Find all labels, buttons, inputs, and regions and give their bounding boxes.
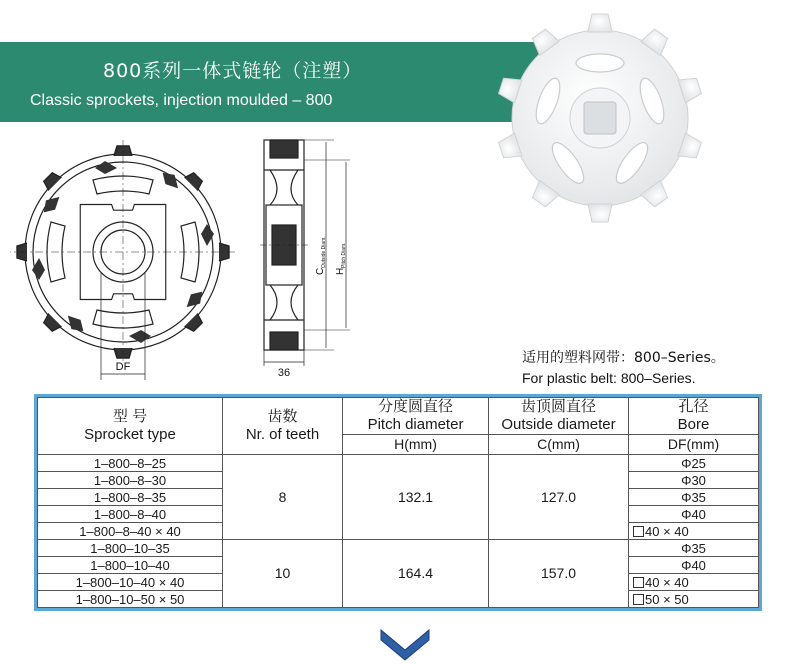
square-icon — [633, 526, 644, 537]
header-teeth — [223, 398, 343, 455]
header-pitch-en: Pitch diameter — [367, 416, 464, 433]
header-type — [38, 398, 223, 455]
belt-note-en: For plastic belt: 800–Series. — [522, 370, 696, 386]
cell-pitch: 132.1 — [343, 455, 489, 540]
header-outside-en: Outside diameter — [501, 416, 616, 433]
header-outside-cn: 齿顶圆直径 — [520, 398, 596, 415]
header-outside-unit: C(mm) — [489, 435, 629, 455]
cell-teeth: 8 — [223, 455, 343, 540]
cell-type: 1–800–8–35 — [38, 489, 223, 506]
cell-type: 1–800–8–40 — [38, 506, 223, 523]
pitch-diam-sub: Pitch Diam. — [341, 242, 347, 268]
cell-bore: Φ30 — [629, 472, 759, 489]
cell-bore: Φ25 — [629, 455, 759, 472]
header-type-cn: 型 号 — [112, 408, 148, 425]
cell-type: 1–800–8–30 — [38, 472, 223, 489]
header-pitch-cn: 分度圆直径 — [377, 398, 453, 415]
cell-bore-square — [629, 523, 759, 540]
header-bore — [629, 398, 759, 435]
df-label: DF — [115, 361, 131, 373]
cell-bore-square — [629, 574, 759, 591]
sprocket-front-view-drawing — [10, 140, 235, 380]
square-icon — [633, 577, 644, 588]
cell-type: 1–800–10–40 — [38, 557, 223, 574]
cell-bore: Φ40 — [629, 506, 759, 523]
cell-bore: Φ40 — [629, 557, 759, 574]
cell-bore: Φ35 — [629, 540, 759, 557]
sprocket-side-view-drawing — [250, 130, 360, 380]
bore-value: 40 × 40 — [645, 523, 689, 539]
cell-outside: 157.0 — [489, 540, 629, 608]
chevron-down-icon — [381, 630, 429, 660]
cell-type: 1–800–8–25 — [38, 455, 223, 472]
bore-value: 50 × 50 — [645, 591, 689, 607]
header-type-en: Sprocket type — [84, 426, 176, 443]
page-title-en: Classic sprockets, injection moulded – 800 — [30, 92, 333, 109]
page-title-cn: 800系列一体式链轮（注塑） — [103, 60, 363, 82]
header-teeth-cn: 齿数 — [267, 408, 298, 425]
sprocket-photo — [492, 10, 707, 225]
cell-outside: 127.0 — [489, 455, 629, 540]
outside-diam-label: C — [315, 267, 326, 275]
pitch-diam-label: H — [335, 267, 346, 275]
header-outside — [489, 398, 629, 435]
cell-bore-square — [629, 591, 759, 608]
spec-table — [37, 397, 759, 608]
cell-type: 1–800–10–50 × 50 — [38, 591, 223, 608]
header-teeth-en: Nr. of teeth — [245, 426, 320, 443]
cell-type: 1–800–10–35 — [38, 540, 223, 557]
cell-pitch: 164.4 — [343, 540, 489, 608]
spec-table-frame — [34, 394, 762, 611]
cell-teeth: 10 — [223, 540, 343, 608]
belt-note-cn: 适用的塑料网带：800–Series。 — [522, 350, 725, 366]
header-bore-unit: DF(mm) — [629, 435, 759, 455]
header-pitch — [343, 398, 489, 435]
width-label: 36 — [277, 367, 291, 379]
cell-bore: Φ35 — [629, 489, 759, 506]
square-icon — [633, 594, 644, 605]
cell-type: 1–800–8–40 × 40 — [38, 523, 223, 540]
header-bore-cn: 孔径 — [678, 398, 709, 415]
outside-diam-sub: Outside Diam. — [321, 236, 327, 268]
header-pitch-unit: H(mm) — [343, 435, 489, 455]
scroll-down-button[interactable] — [377, 626, 433, 662]
bore-value: 40 × 40 — [645, 574, 689, 590]
header-bore-en: Bore — [677, 416, 710, 433]
cell-type: 1–800–10–40 × 40 — [38, 574, 223, 591]
